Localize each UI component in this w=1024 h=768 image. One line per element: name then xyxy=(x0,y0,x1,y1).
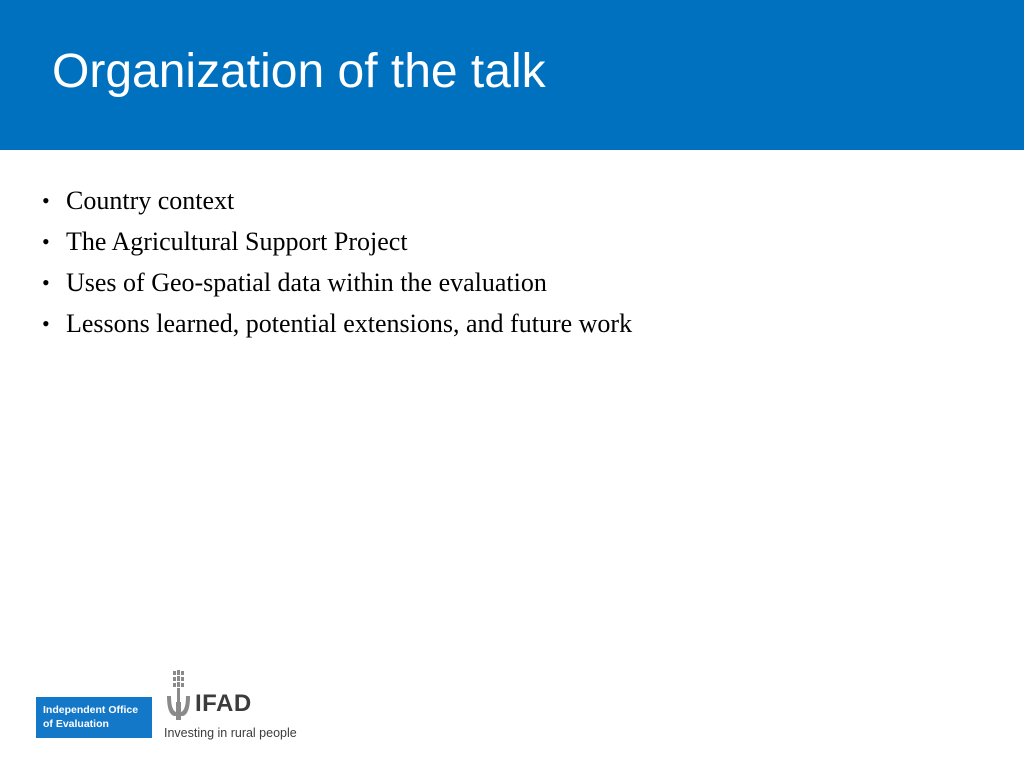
bullet-text: The Agricultural Support Project xyxy=(66,227,408,256)
bullet-text: Uses of Geo-spatial data within the evaluation xyxy=(66,268,547,297)
independent-office-of-evaluation-logo xyxy=(36,697,152,738)
bullet-text: Country context xyxy=(66,186,235,215)
bullet-marker: • xyxy=(42,229,50,254)
slide-title: Organization of the talk xyxy=(52,45,546,98)
bullet-list xyxy=(42,183,632,347)
bullet-item xyxy=(42,265,632,306)
ifad-tagline: Investing in rural people xyxy=(164,726,297,740)
bullet-marker: • xyxy=(42,270,50,295)
ifad-wheat-emblem-icon xyxy=(164,670,196,722)
bullet-marker: • xyxy=(42,188,50,213)
ioe-logo-text: Independent Office of Evaluation xyxy=(43,704,139,730)
ifad-wordmark: IFAD xyxy=(195,690,252,717)
bullet-item xyxy=(42,224,632,265)
bullet-marker: • xyxy=(42,311,50,336)
bullet-item xyxy=(42,183,632,224)
bullet-text: Lessons learned, potential extensions, and future work xyxy=(66,309,633,338)
bullet-item xyxy=(42,306,632,347)
title-band xyxy=(0,0,1024,150)
